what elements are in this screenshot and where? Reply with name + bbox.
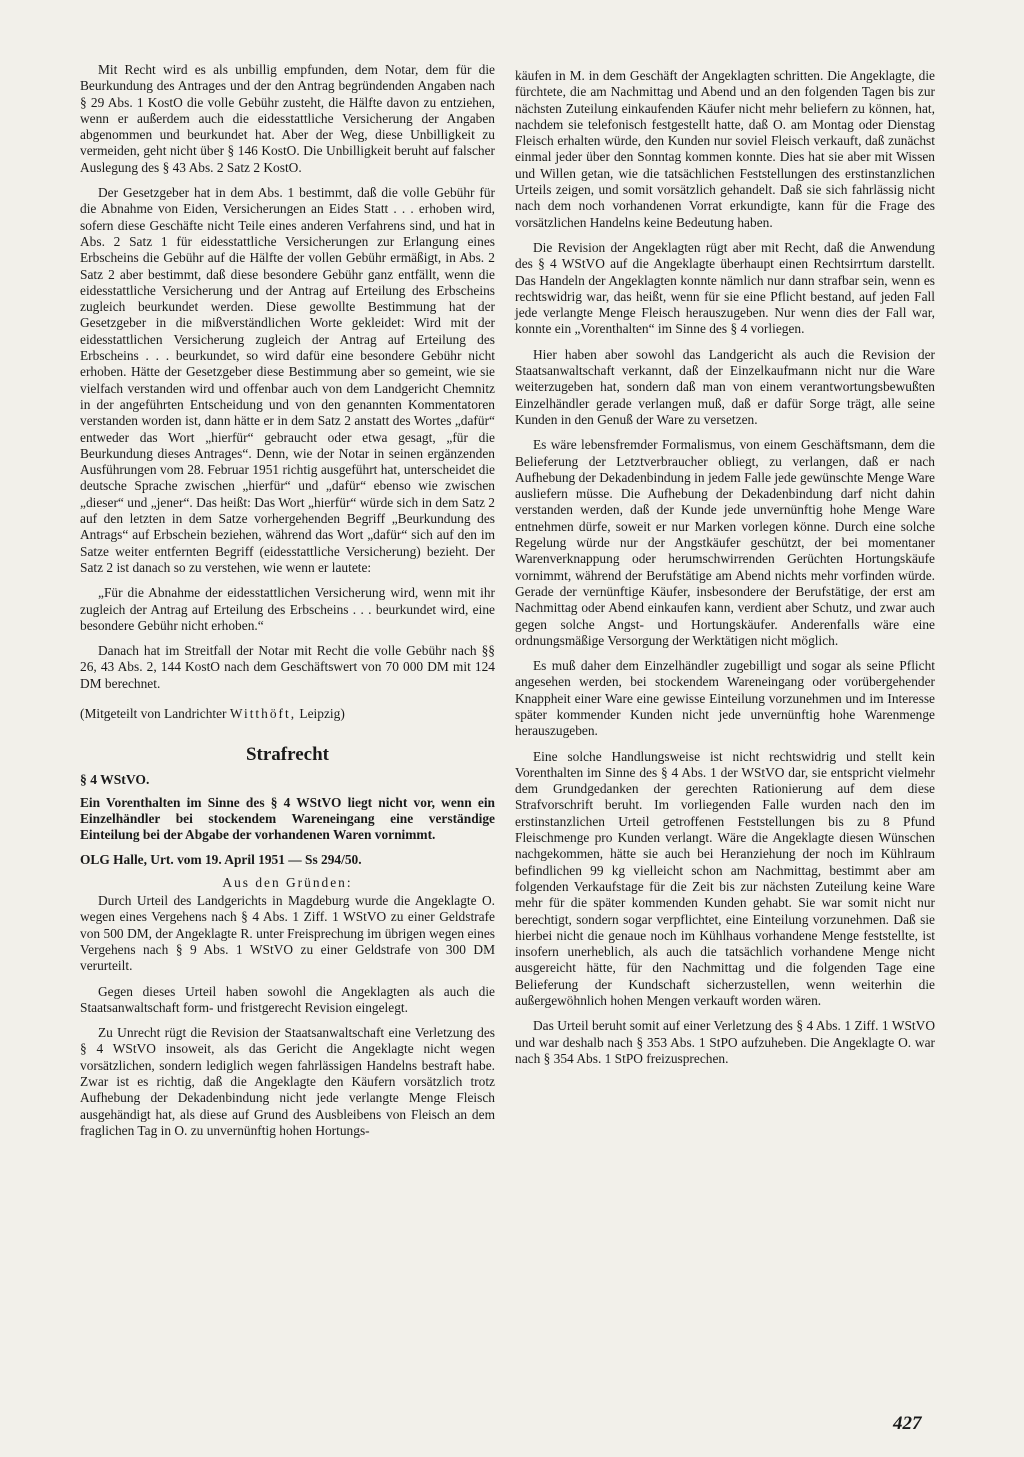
paragraph: Hier haben aber sowohl das Landgericht als auch die Revision der Staatsanwaltschaft verkannt, daß der Einzelkaufmann nicht nur die Ware weiterzugeben hat, sondern daß man von einem verantwortungsbewußten Einzelhändler gerade verlangen muß, daß er dafür Sorge trägt, alle seine Kunden in den Genuß der Ware zu versetzen. <box>515 346 935 427</box>
credit-prefix: (Mitgeteilt von Landrichter <box>80 705 227 721</box>
paragraph: Mit Recht wird es als unbillig empfunden, dem Notar, dem für die Beurkundung des Antrages und der den Antrag begründenden Angaben nach § 29 Abs. 1 KostO die volle Gebühr zusteht, die Hälfte davon zu entziehen, wenn er außerdem auch die eidesstattliche Versicherung der Angaben abgenommen und beurkundet hat. Aber der Weg, diese Unbilligkeit zu vermeiden, geht nicht über § 146 KostO. Die Unbilligkeit beruht auf falscher Auslegung des § 43 Abs. 2 Satz 2 KostO. <box>80 62 495 175</box>
paragraph: Durch Urteil des Landgerichts in Magdeburg wurde die Angeklagte O. wegen eines Vergehens nach § 4 Abs. 1 Ziff. 1 WStVO zu einer Geldstrafe von 500 DM, der Angeklagte R. unter Freisprechung im übrigen wegen eines Vergehens nach § 9 Abs. 1 WStVO zu einer Geldstrafe von 300 DM verurteilt. <box>80 893 495 974</box>
court-citation: OLG Halle, Urt. vom 19. April 1951 — Ss 294/50. <box>80 852 362 868</box>
paragraph: Es wäre lebensfremder Formalismus, von einem Geschäftsmann, dem die Belieferung der Letztverbraucher obliegt, zu verlangen, daß er nach Aufhebung der Dekadenbindung in jedem Falle jede gewünschte Menge Ware ausliefern müsse. Die Aufhebung der Dekadenbindung darf nicht dahin verstanden werden, daß der Kunde jede unvernünftig hohe Menge Ware entnehmen dürfe, soweit er nur Marken vorlegen könne. Durch eine solche Regelung würde nur der Angstkäufer geschützt, der bei momentaner Warenverknappung oder herumschwirrenden Gerüchten Hortungskäufe vornimmt, während der Berufstätige am Abend nichts mehr vorfinden würde. Gerade der vernünftige Käufer, insbesondere der Berufstätige, der erst am Nachmittag oder Abend einkaufen kann, verdient aber Schutz, und zwar auch gegen solche Angst- und Hortungskäufer. Anderenfalls wäre eine ordnungsmäßige Versorgung der Werktätigen nicht möglich. <box>515 437 935 648</box>
paragraph: Es muß daher dem Einzelhändler zugebilligt und sogar als seine Pflicht angesehen werden, bei stockendem Wareneingang oder vorübergehender Knappheit einer Ware eine gewisse Einteilung vorzunehmen und im Interesse später kommender Kunden nicht jede unvernünftig hohe Warenmenge herauszugeben. <box>515 658 935 739</box>
right-column <box>515 68 935 1076</box>
paragraph: Danach hat im Streitfall der Notar mit Recht die volle Gebühr nach §§ 26, 43 Abs. 2, 144 KostO nach dem Geschäftswert von 70 000 DM mit 124 DM berechnet. <box>80 643 495 691</box>
statute-heading: § 4 WStVO. <box>80 772 150 788</box>
section-title: Strafrecht <box>245 744 329 766</box>
left-column <box>80 62 495 1148</box>
paragraph: Eine solche Handlungsweise ist nicht rechtswidrig und stellt kein Vorenthalten im Sinne des § 4 Abs. 1 der WStVO dar, sie entspricht vielmehr dem Grundgedanken der gerechten Rationierung auf dem diese Strafvorschrift beruht. Im vorliegenden Falle wurden nach den im erstinstanzlichen Urteil getroffenen Feststellungen bis zu 8 Pfund Fleischmenge pro Kunden verlangt. Wäre die Angeklagte diesen Wünschen nachgekommen, hätte sie auch bei Heranziehung der noch im Kühlraum befindlichen 99 kg vielleicht schon am Nachmittag, bestimmt aber am folgenden Verkaufstage für die Zeit bis zur nächsten Zuteilung keine Ware mehr für die später kommenden Kunden gehabt. Sie war somit nicht nur berechtigt, sondern sogar verpflichtet, eine Einteilung vorzunehmen. Daß sie hierbei nicht die genaue noch im Kühlhaus vorhandene Menge feststellte, ist insofern unerheblich, als auch die tatsächlich vorhandene Menge nicht ausgereicht hätte, für den Nachmittag und die folgenden Tage eine Belieferung der Kundschaft sicherzustellen, wenn weiterhin die außergewöhnlich hohen Mengen verkauft worden wären. <box>515 748 935 1009</box>
reasons-heading: Aus den Gründen: <box>222 874 353 890</box>
paragraph: Die Revision der Angeklagten rügt aber mit Recht, daß die Anwendung des § 4 WStVO auf die Angeklagte überhaupt einen Rechtsirrtum darstellt. Das Handeln der Angeklagten konnte nämlich nur dann strafbar sein, wenn es rechtswidrig war, das heißt, wenn für sie eine Pflicht bestand, auf jeden Fall jede verlangte Menge Fleisch herauszugeben. Nur wenn dies der Fall war, konnte ein „Vorenthalten“ im Sinne des § 4 vorliegen. <box>515 239 935 337</box>
quotation-paragraph: „Für die Abnahme der eidesstattlichen Versicherung wird, wenn mit ihr zugleich der Antrag auf Erteilung des Erbscheins . . . beurkundet wird, eine besondere Gebühr nicht erhoben.“ <box>80 585 495 633</box>
page-number: 427 <box>893 1413 922 1434</box>
credit-line <box>80 706 495 722</box>
paragraph: Gegen dieses Urteil haben sowohl die Angeklagten als auch die Staatsanwaltschaft form- und fristgerecht Revision eingelegt. <box>80 983 495 1015</box>
paragraph: Der Gesetzgeber hat in dem Abs. 1 bestimmt, daß die volle Gebühr für die Abnahme von Eiden, Versicherungen an Eides Statt . . . erhoben wird, sofern diese Geschäfte nicht Teile eines anderen Verfahrens sind, und hat in Abs. 2 Satz 1 für eidesstattliche Versicherungen zur Erlangung eines Erbscheins die Gebühr auf die Hälfte der vollen Gebühr ermäßigt, in Abs. 2 Satz 2 aber bestimmt, daß diese besondere Gebühr ganz entfällt, wenn die eidesstattliche Versicherung und der Antrag auf Erteilung des Erbscheins zugleich beurkundet werden. Diese gewollte Bestimmung hat der Gesetzgeber in die mißverständlichen Worte gekleidet: Wird mit der eidesstattlichen Versicherung zugleich der Antrag auf Erteilung des Erbscheins . . . beurkundet, so wird dafür eine besondere Gebühr nicht erhoben. Hätte der Gesetzgeber diese Bestimmung aber so gemeint, wie sie vielfach verstanden wird und offenbar auch von dem Landgericht Chemnitz in der angeführten Entscheidung und von den genannten Kommentatoren verstanden worden ist, dann hätte er in dem Satz 2 anstatt des Wortes „dafür“ entweder das Wort „hierfür“ gebraucht oder etwa gesagt, „für die Beurkundung dieses Antrages“. Denn, wie der Notar in seinen ergänzenden Ausführungen vom 28. Februar 1951 richtig ausgeführt hat, unterscheidet die deutsche Sprache zwischen „hierfür“ und „dafür“ ebenso wie zwischen „dieser“ und „jener“. Das heißt: Das Wort „hierfür“ würde sich in dem Satz 2 auf den letzten in dem Satze vorhergehenden Begriff „Beurkundung des Antrags“ auf Erbschein beziehen, während das Wort „dafür“ sich auf den im Satze weiter entfernten Begriff (eidesstattliche Versicherung) bezieht. Der Satz 2 ist danach so zu verstehen, wie wenn er lautete: <box>80 185 495 575</box>
headnote: Ein Vorenthalten im Sinne des § 4 WStVO liegt nicht vor, wenn ein Einzelhändler bei stockendem Wareneingang eine verständige Einteilung bei der Abgabe der vorhandenen Waren vornimmt. <box>80 794 495 843</box>
paragraph: Das Urteil beruht somit auf einer Verletzung des § 4 Abs. 1 Ziff. 1 WStVO und war deshalb nach § 353 Abs. 1 StPO aufzuheben. Die Angeklagte O. war nach § 354 Abs. 1 StPO freizusprechen. <box>515 1018 935 1066</box>
credit-name: Witthöft, <box>229 705 297 721</box>
credit-suffix: Leipzig) <box>299 705 345 721</box>
paragraph-continued: käufen in M. in dem Geschäft der Angeklagten schritten. Die Angeklagte, die fürchtete, die am Nachmittag und Abend und an den folgenden Tagen bis zur nächsten Zuteilung einkaufenden Käufer nicht mehr beliefern zu können, hat, nachdem sie telefonisch festgestellt hatte, daß O. am Montag oder Dienstag Fleisch erhalten würde, den Kunden nur soviel Fleisch verkauft, daß zunächst einmal jeder über den Sonntag kommen konnte. Dies hat sie aber mit Wissen und Willen getan, wie die tatsächlichen Feststellungen des erstinstanzlichen Urteils zeigen, und somit vorsätzlich gehandelt. Daß sie sich fahrlässig nicht nach dem noch vorhandenen Vorrat erkundigte, kann für die Frage des vorsätzlichen Handelns keine Bedeutung haben. <box>515 68 935 230</box>
paragraph: Zu Unrecht rügt die Revision der Staatsanwaltschaft eine Verletzung des § 4 WStVO insoweit, als das Gericht die Angeklagte nicht wegen vorsätzlichen, sondern lediglich wegen fahrlässigen Handelns bestraft habe. Zwar ist es richtig, daß die Angeklagte den Käufern vorsätzlich trotz Aufhebung der Dekadenbindung nicht jede verlangte Menge Fleisch ausgehändigt hat, als diese auf Grund des Ausbleibens von Fleisch an dem fraglichen Tag in O. zu unvernünftig hohen Hortungs- <box>80 1025 495 1138</box>
